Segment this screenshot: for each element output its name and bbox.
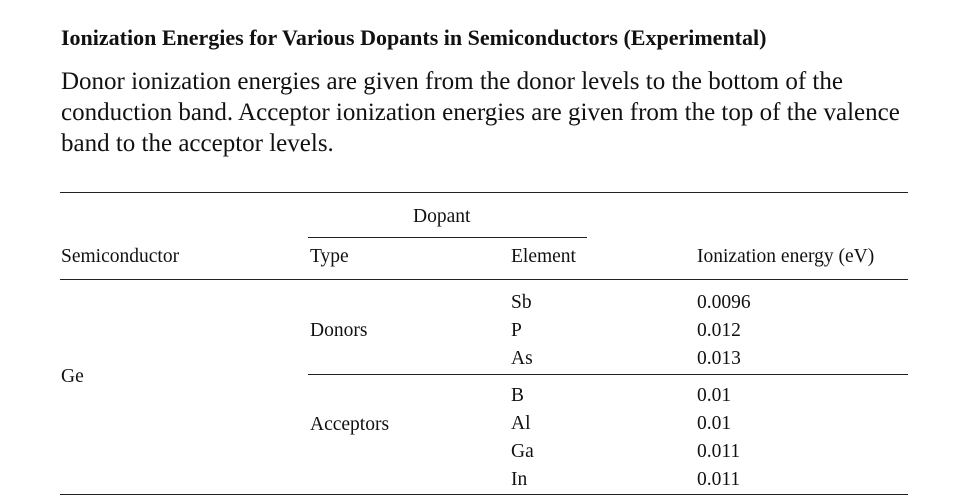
energy-cell: 0.013 [697, 348, 741, 369]
table-bottom-rule [60, 494, 908, 495]
energy-cell: 0.01 [697, 385, 732, 406]
type-cell-donors: Donors [310, 320, 368, 341]
energy-cell: 0.012 [697, 320, 741, 341]
semiconductor-cell: Ge [61, 366, 84, 387]
element-cell: B [511, 385, 525, 406]
element-cell: Sb [511, 292, 532, 313]
header-type: Type [310, 246, 349, 267]
energy-cell: 0.011 [697, 441, 741, 462]
element-cell: Ga [511, 441, 534, 462]
header-ionization-energy: Ionization energy (eV) [697, 246, 875, 267]
element-cell: As [511, 348, 533, 369]
document-title: Ionization Energies for Various Dopants in Semiconductors (Experimental) [61, 25, 767, 50]
energy-cell: 0.01 [697, 413, 732, 434]
group-separator-rule [308, 374, 908, 375]
energy-cell: 0.0096 [697, 292, 751, 313]
element-cell: Al [511, 413, 531, 434]
element-cell: In [511, 469, 528, 490]
type-cell-acceptors: Acceptors [310, 414, 390, 435]
dopant-group-rule [308, 237, 587, 238]
table-top-rule [60, 192, 908, 193]
header-bottom-rule [60, 279, 908, 280]
energy-cell: 0.011 [697, 469, 741, 490]
header-element: Element [511, 246, 576, 267]
intro-paragraph: Donor ionization energies are given from the donor levels to the bottom of the conduction band. Acceptor ionization energies are given from the top of the valence band to the acceptor levels. [61, 68, 900, 157]
header-semiconductor: Semiconductor [61, 246, 180, 267]
element-cell: P [511, 320, 522, 341]
dopant-group-header: Dopant [413, 206, 471, 227]
